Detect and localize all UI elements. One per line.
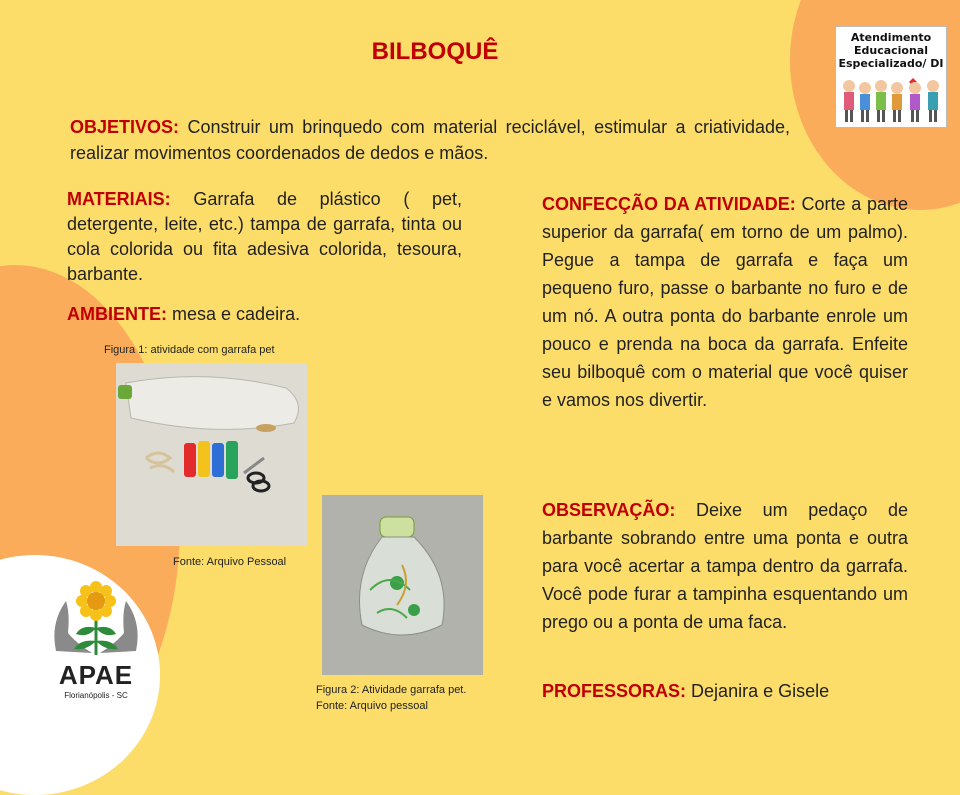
figura1-caption: Figura 1: atividade com garrafa pet	[104, 344, 275, 356]
objetivos-paragraph	[70, 114, 790, 166]
apae-logo-subtitle: Florianópolis - SC	[64, 691, 128, 700]
aee-badge	[835, 26, 947, 128]
objetivos-label: OBJETIVOS:	[70, 117, 180, 137]
badge-line-2: Educacional	[853, 44, 929, 57]
figura1-photo	[116, 363, 307, 546]
figura2-caption: Figura 2: Atividade garrafa pet.	[316, 684, 467, 696]
ambiente-label: AMBIENTE:	[67, 304, 167, 324]
children-illustration-icon	[839, 74, 943, 124]
badge-line-1: Atendimento	[850, 31, 932, 44]
apae-flower-hands-icon	[36, 573, 156, 663]
materiais-text: Garrafa de plástico ( pet, detergente, leite, etc.) tampa de garrafa, tinta ou cola colorida ou fita adesiva colorida, tesoura, barbante.	[67, 189, 462, 284]
observacao-label: OBSERVAÇÃO:	[542, 500, 676, 520]
figura1-source: Fonte: Arquivo Pessoal	[173, 556, 287, 568]
professoras-text: Dejanira e Gisele	[691, 681, 830, 701]
confeccao-text: Corte a parte superior da garrafa( em torno de um palmo). Pegue a tampa de garrafa e faça um pequeno furo, passe o barbante no furo e de um nó. A outra ponta do barbante enrole um pouco e prenda na boca da garrafa. Enfeite seu bilboquê com o material que você quiser e vamos nos divertir.	[542, 194, 908, 410]
materiais-paragraph	[67, 187, 462, 287]
confeccao-paragraph	[542, 190, 908, 414]
badge-line-3: Especializado/ DI	[838, 57, 944, 70]
ambiente-text: mesa e cadeira.	[172, 304, 301, 324]
page-title: BILBOQUÊ	[371, 38, 499, 65]
ambiente-paragraph	[67, 301, 462, 327]
figura2-photo	[322, 495, 483, 675]
apae-logo-name: APAE	[58, 660, 134, 690]
professoras-paragraph	[542, 678, 908, 704]
observacao-text: Deixe um pedaço de barbante sobrando entre uma ponta e outra para você acertar a tampa dentro da garrafa. Você pode furar a tampinha esquentando um prego ou a ponta de uma faca.	[542, 500, 908, 632]
materiais-label: MATERIAIS:	[67, 189, 171, 209]
figura2-source: Fonte: Arquivo pessoal	[316, 700, 428, 712]
professoras-label: PROFESSORAS:	[542, 681, 687, 701]
apae-logo	[36, 573, 156, 708]
objetivos-text: Construir um brinquedo com material reciclável, estimular a criatividade, realizar movimentos coordenados de dedos e mãos.	[70, 117, 790, 163]
observacao-paragraph	[542, 496, 908, 636]
confeccao-label: CONFECÇÃO DA ATIVIDADE:	[542, 194, 796, 214]
